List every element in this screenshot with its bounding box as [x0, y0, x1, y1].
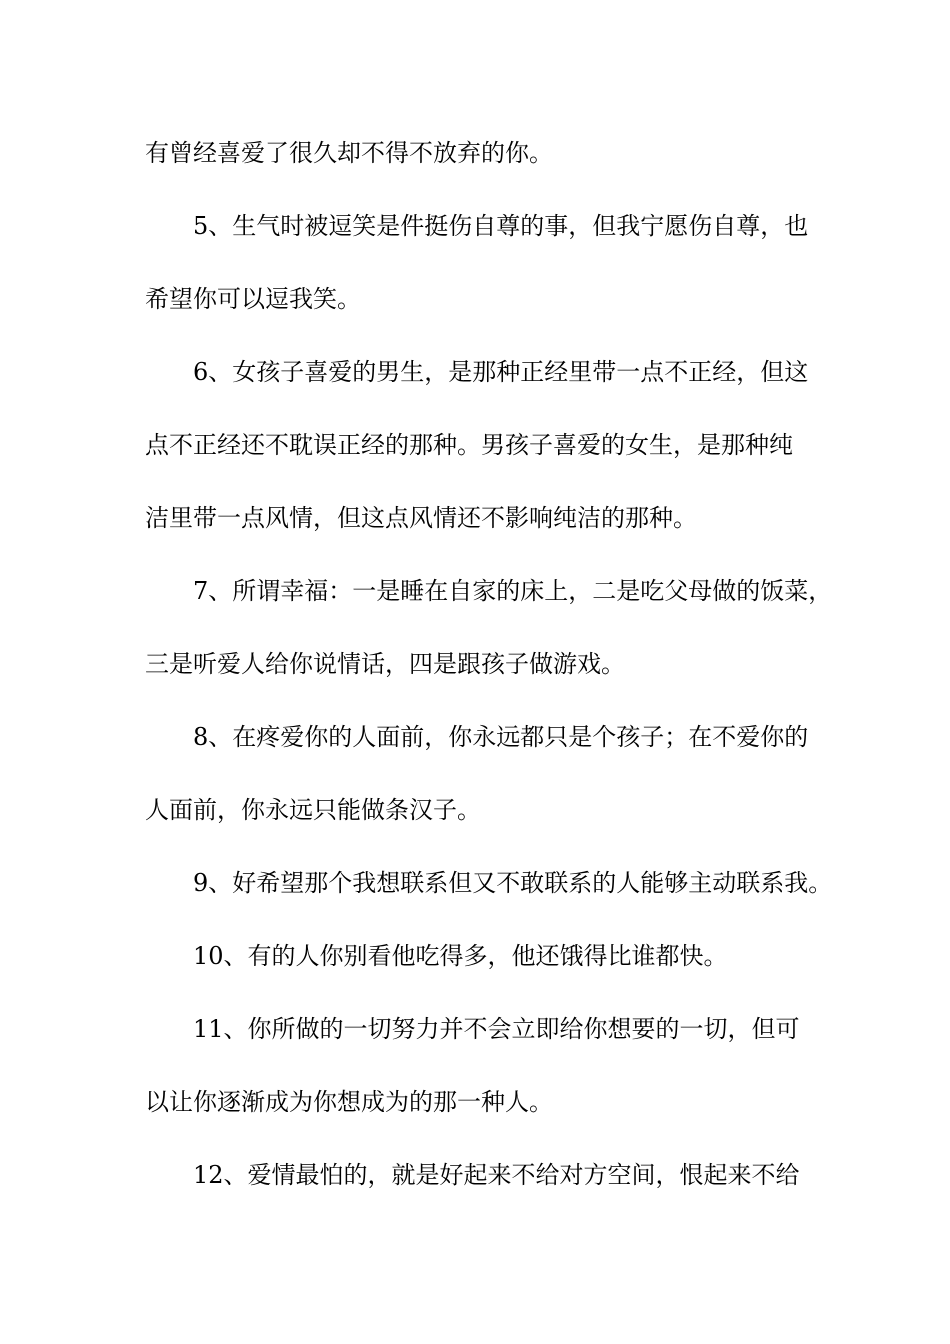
text-line: 希望你可以逗我笑。	[145, 285, 361, 313]
text-line: 点不正经还不耽误正经的那种。男孩子喜爱的女生，是那种纯	[145, 431, 793, 459]
text-line: 以让你逐渐成为你想成为的那一种人。	[145, 1088, 553, 1116]
text-line: 10、有的人你别看他吃得多，他还饿得比谁都快。	[193, 942, 728, 970]
text-line: 11、你所做的一切努力并不会立即给你想要的一切，但可	[193, 1015, 800, 1043]
text-line: 12、爱情最怕的，就是好起来不给对方空间，恨起来不给	[193, 1161, 800, 1189]
text-line: 6、女孩子喜爱的男生，是那种正经里带一点不正经，但这	[193, 358, 809, 386]
text-line: 人面前，你永远只能做条汉子。	[145, 796, 481, 824]
text-line: 三是听爱人给你说情话，四是跟孩子做游戏。	[145, 650, 625, 678]
text-line: 7、所谓幸福：一是睡在自家的床上，二是吃父母做的饭菜，	[193, 577, 833, 605]
text-line: 9、好希望那个我想联系但又不敢联系的人能够主动联系我。	[193, 869, 833, 897]
text-line: 5、生气时被逗笑是件挺伤自尊的事，但我宁愿伤自尊，也	[193, 212, 809, 240]
text-line: 8、在疼爱你的人面前，你永远都只是个孩子；在不爱你的	[193, 723, 809, 751]
text-line: 洁里带一点风情，但这点风情还不影响纯洁的那种。	[145, 504, 697, 532]
text-line: 有曾经喜爱了很久却不得不放弃的你。	[145, 139, 553, 167]
